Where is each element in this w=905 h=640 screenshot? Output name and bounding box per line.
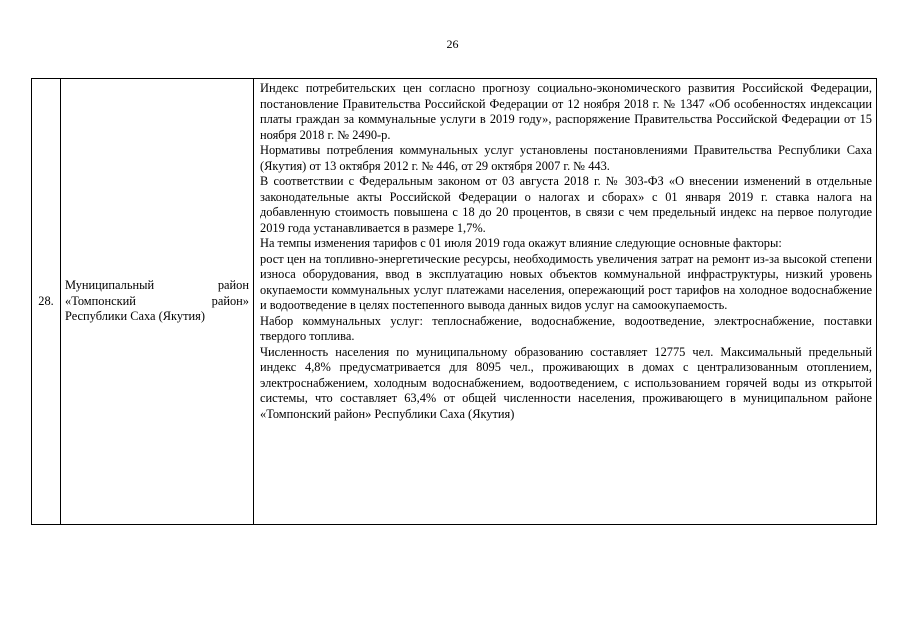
table-row: [32, 79, 877, 525]
paragraph-population: Численность населения по муниципальному образованию составляет 12775 чел. Максимальный предельный индекс 4,8% предусматривается для 8095 чел., проживающих в домах с централизованным отоплением, электроснабжением, холодным водоснабжением, водоотведением, с использованием горячей воды из открытой системы, что составляет 63,4% от общей численности населения, проживающего в муниципальном районе «Томпонский район» Республики Саха (Якутия): [260, 344, 872, 421]
paragraph-consumption-norms: Нормативы потребления коммунальных услуг установлены постановлениями Правительства Республики Саха (Якутия) от 13 октября 2012 г. № 446, от 29 октября 2007 г. № 443.: [260, 143, 872, 173]
tariff-table: [31, 78, 877, 525]
row-number: 28.: [32, 79, 61, 525]
municipality-name-line: Республики Саха (Якутия): [65, 309, 205, 324]
municipality-name-line: «Томпонский район»: [65, 293, 249, 308]
paragraph-services: Набор коммунальных услуг: теплоснабжение, водоснабжение, водоотведение, электроснабжение, поставки твердого топлива.: [260, 313, 872, 343]
paragraph-cpi-basis: Индекс потребительских цен согласно прогнозу социально-экономического развития Российской Федерации, постановление Правительства Российской Федерации от 12 ноября 2018 г. № 1347 «Об особенностях индексации платы граждан за коммунальные услуги в 2019 году», распоряжение Правительства Российской Федерации от 15 ноября 2018 г. № 2490-р.: [260, 81, 872, 142]
municipality-name-line: Муниципальный район: [65, 278, 249, 293]
paragraph-factors-intro: На темпы изменения тарифов с 01 июля 2019 года окажут влияние следующие основные факторы:: [260, 236, 782, 250]
page-number: 26: [446, 37, 459, 51]
description-cell: [254, 79, 877, 525]
paragraph-factors: рост цен на топливно-энергетические ресурсы, необходимость увеличения затрат на ремонт из-за высокой степени износа оборудования, ввод в эксплуатацию новых объектов коммунальной инфраструктуры, низкий уровень окупаемости коммунальных услуг платежами населения, опережающий рост тарифов на холодное водоснабжение и водоотведение в целях постепенного вывода данных видов услуг на самоокупаемость.: [260, 251, 872, 312]
paragraph-vat-change: В соответствии с Федеральным законом от 03 августа 2018 г. № 303-ФЗ «О внесении изменений в отдельные законодательные акты Российской Федерации о налогах и сборах» с 01 января 2019 г. ставка налога на добавленную стоимость повышена с 18 до 20 процентов, в связи с чем предельный индекс на первое полугодие 2019 года устанавливается в размере 1,7%.: [260, 174, 872, 235]
municipality-name: [61, 79, 254, 525]
